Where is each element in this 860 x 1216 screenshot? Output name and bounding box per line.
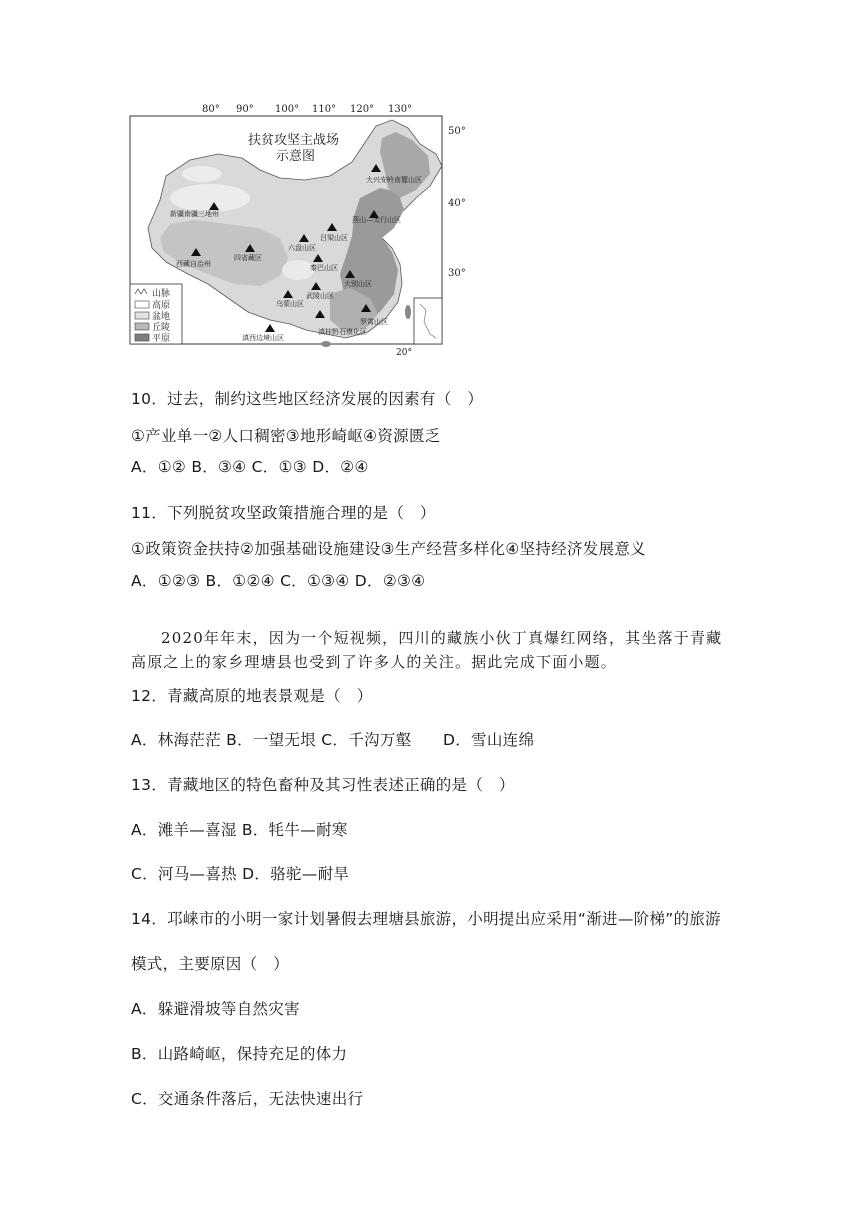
poverty-map-figure <box>130 98 490 358</box>
legend-hills: 丘陵 <box>152 323 171 333</box>
q13-answers-line2: C．河马—喜热 D．骆驼—耐旱 <box>131 865 350 883</box>
legend-plateau: 高原 <box>152 301 171 311</box>
region-label: 乌蒙山区 <box>276 300 304 308</box>
q12-stem: 12．青藏高原的地表景观是（ ） <box>131 687 373 705</box>
lon-label: 90° <box>236 104 254 115</box>
q10-answers: A．①② B．③④ C．①③ D．②④ <box>131 458 369 476</box>
q10-options: ①产业单一②人口稠密③地形崎岖④资源匮乏 <box>131 427 441 445</box>
q12-answers: A．林海茫茫 B．一望无垠 C．千沟万壑 D．雪山连绵 <box>131 731 535 749</box>
lat-label: 40° <box>448 198 466 209</box>
region-label: 大兴安岭南麓山区 <box>366 176 422 184</box>
region-label: 武陵山区 <box>306 292 334 300</box>
lat-label: 20° <box>396 348 412 358</box>
lat-label: 30° <box>448 268 466 279</box>
lon-label: 100° <box>275 104 300 115</box>
map-legend <box>130 284 182 344</box>
region-label: 六盘山区 <box>288 244 316 252</box>
region-label: 大别山区 <box>344 280 372 288</box>
region-label: 西藏自治州 <box>176 260 211 268</box>
lon-label: 130° <box>388 104 413 115</box>
region-label: 燕山—太行山区 <box>352 216 401 224</box>
lat-label: 50° <box>448 126 466 137</box>
q14-stem-line1: 14．邛崃市的小明一家计划暑假去理塘县旅游，小明提出应采用“渐进—阶梯”的旅游 <box>131 910 721 928</box>
region-label: 秦巴山区 <box>310 264 338 272</box>
lon-label: 110° <box>312 104 337 115</box>
south-china-sea-inset <box>414 298 442 344</box>
region-label: 罗霄山区 <box>360 318 388 326</box>
legend-mountain: 山脉 <box>152 289 171 299</box>
legend-plain: 平原 <box>152 334 171 344</box>
q14-option-a: A．躲避滑坡等自然灾害 <box>131 1000 300 1018</box>
q11-answers: A．①②③ B．①②④ C．①③④ D．②③④ <box>131 572 426 590</box>
legend-basin: 盆地 <box>152 312 171 322</box>
region-label: 滇西边境山区 <box>242 334 284 342</box>
q13-answers-line1: A．滩羊—喜湿 B．牦牛—耐寒 <box>131 821 348 839</box>
q10-stem: 10．过去，制约这些地区经济发展的因素有（ ） <box>131 390 484 408</box>
region-label: 新疆南疆三地州 <box>170 210 219 218</box>
q14-option-c: C．交通条件落后，无法快速出行 <box>131 1090 364 1108</box>
lon-label: 80° <box>202 104 220 115</box>
q13-stem: 13．青藏地区的特色畜种及其习性表述正确的是（ ） <box>131 776 515 794</box>
region-label: 四省藏区 <box>234 254 262 262</box>
china-map-svg <box>130 98 490 358</box>
lon-label: 120° <box>350 104 375 115</box>
q11-options: ①政策资金扶持②加强基础设施建设③生产经营多样化④坚持经济发展意义 <box>131 540 646 558</box>
map-title: 扶贫攻坚主战场 <box>248 133 340 148</box>
q11-stem: 11．下列脱贫攻坚政策措施合理的是（ ） <box>131 504 436 522</box>
q14-stem-line2: 模式，主要原因（ ） <box>131 955 290 973</box>
reading-passage: 2020年年末，因为一个短视频，四川的藏族小伙丁真爆红网络，其坐落于青藏高原之上的家乡理塘县也受到了许多人的关注。据此完成下面小题。 <box>131 629 723 671</box>
region-label: 滇桂黔石漠化区 <box>318 328 367 336</box>
q14-option-b: B．山路崎岖，保持充足的体力 <box>131 1045 348 1063</box>
map-subtitle: 示意图 <box>276 149 316 164</box>
region-label: 吕梁山区 <box>320 234 348 242</box>
